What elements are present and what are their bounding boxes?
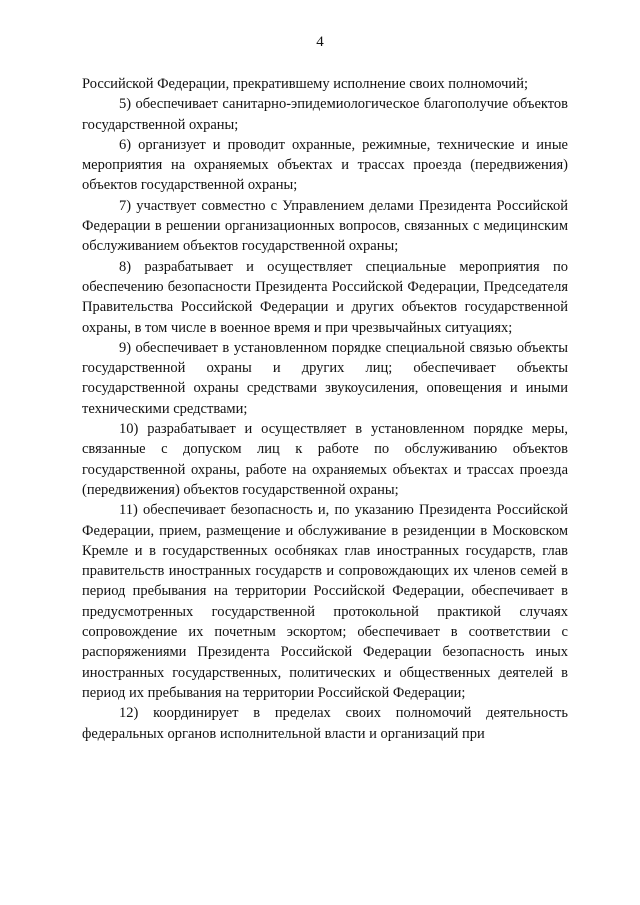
document-body xyxy=(82,74,568,744)
paragraph-item-11: 11) обеспечивает безопасность и, по указанию Президента Российской Федерации, прием, размещение и обслуживание в резиденции в Московском Кремле и в государственных особняках глав иностранных государств, глав правительств иностранных государств и сопровождающих их членов семей в период пребывания на территории Российской Федерации, обеспечивает в предусмотренных государственной протокольной практикой случаях сопровождение их почетным эскортом; обеспечивает в соответствии с распоряжениями Президента Российской Федерации безопасность иных иностранных государственных, политических и общественных деятелей в период их пребывания на территории Российской Федерации; xyxy=(82,502,568,701)
paragraph-continuation: Российской Федерации, прекратившему исполнение своих полномочий; xyxy=(82,76,528,92)
page-number: 4 xyxy=(316,34,324,50)
paragraph-item-10: 10) разрабатывает и осуществляет в установленном порядке меры, связанные с допуском лиц к работе по обслуживанию объектов государственной охраны, работе на охраняемых объектах и трассах проезда (передвижения) объектов государственной охраны; xyxy=(82,421,568,498)
paragraph-item-8: 8) разрабатывает и осуществляет специальные мероприятия по обеспечению безопасности Президента Российской Федерации, Председателя Правительства Российской Федерации и других объектов государственной охраны, в том числе в военное время и при чрезвычайных ситуациях; xyxy=(82,258,568,336)
paragraph-item-7: 7) участвует совместно с Управлением делами Президента Российской Федерации в решении организационных вопросов, связанных с медицинским обслуживанием объектов государственной охраны; xyxy=(82,197,568,255)
paragraph-item-6: 6) организует и проводит охранные, режимные, технические и иные мероприятия на охраняемых объектах и трассах проезда (передвижения) объектов государственной охраны; xyxy=(82,136,568,194)
paragraph-item-5: 5) обеспечивает санитарно-эпидемиологическое благополучие объектов государственной охраны; xyxy=(82,96,568,133)
paragraph-item-12: 12) координирует в пределах своих полномочий деятельность федеральных органов исполнительной власти и организаций при xyxy=(82,705,568,742)
paragraph-item-9: 9) обеспечивает в установленном порядке специальной связью объекты государственной охраны и других лиц; обеспечивает объекты государственной охраны средствами звукоусиления, оповещения и иными техническими средствами; xyxy=(82,339,568,417)
